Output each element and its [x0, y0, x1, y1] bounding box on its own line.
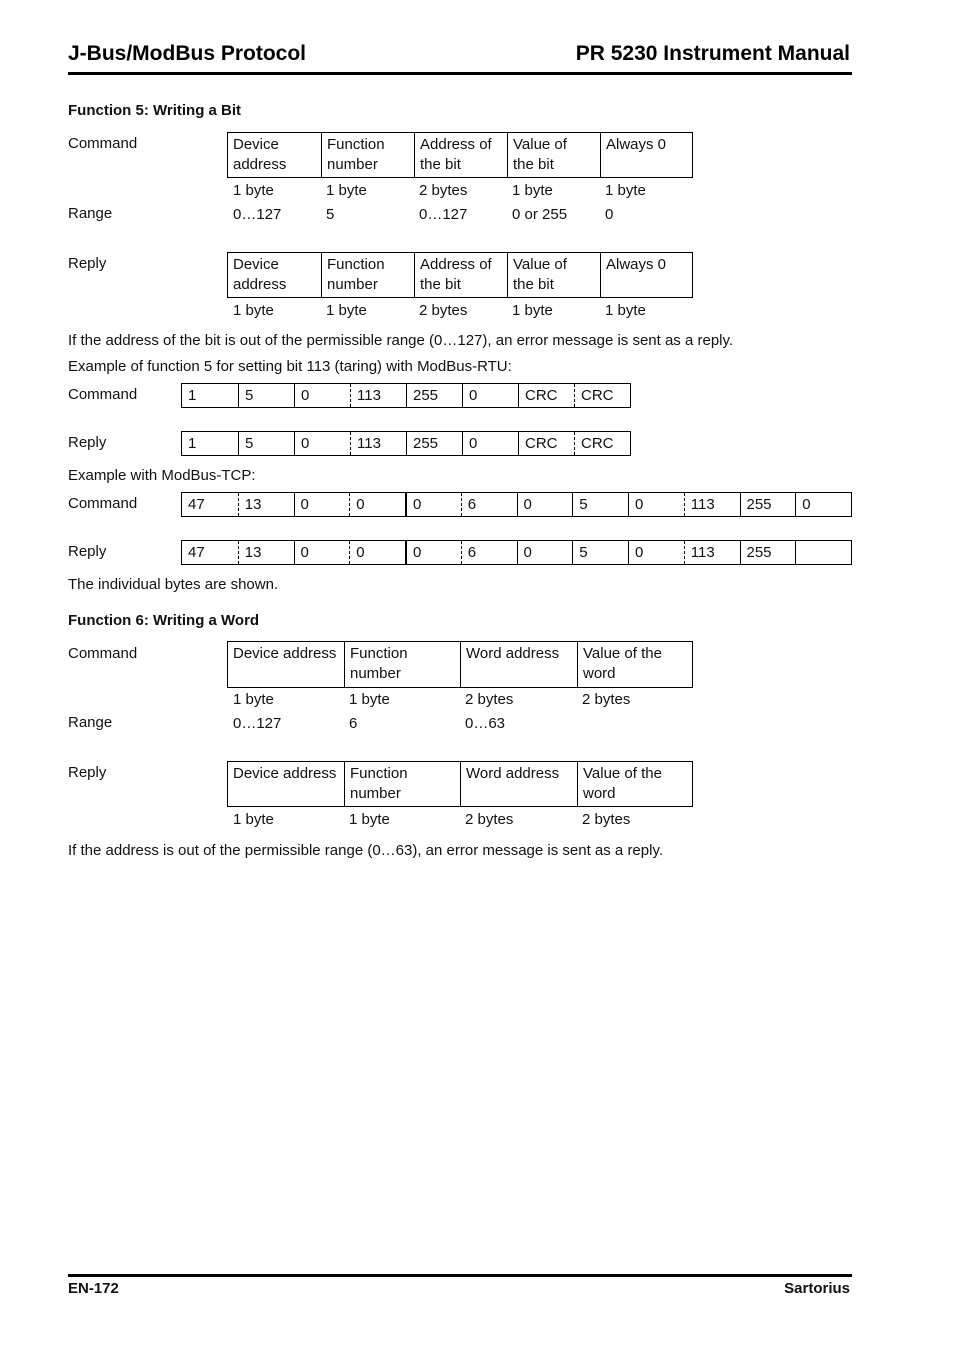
- size-cell: 1 byte: [233, 691, 274, 708]
- f5-reply-field: Device address: [233, 256, 287, 293]
- byte-cell: 255: [740, 541, 796, 564]
- f5-rtu-example-text: Example of function 5 for setting bit 113 (taring) with ModBus-RTU:: [68, 358, 512, 375]
- page-number: EN-172: [68, 1280, 119, 1297]
- byte-cell: 0: [294, 493, 350, 516]
- byte-cell: 113: [684, 493, 740, 516]
- f5-reply-sizes: [228, 301, 693, 321]
- f5-reply-field: Address of the bit: [414, 253, 507, 297]
- f6-cmd-field: Device address: [233, 645, 337, 662]
- size-cell: 2 bytes: [419, 302, 468, 319]
- header-rule: [68, 72, 852, 75]
- byte-cell: [795, 541, 851, 564]
- size-cell: 2 bytes: [582, 811, 631, 828]
- company-name: Sartorius: [784, 1280, 850, 1297]
- byte-cell: 0: [294, 432, 350, 455]
- byte-cell: 0: [294, 384, 350, 407]
- f5-command-label: Command: [68, 135, 138, 152]
- f5-reply-label: Reply: [68, 255, 107, 272]
- size-cell: 1 byte: [233, 302, 274, 319]
- byte-cell: 0: [517, 541, 573, 564]
- tcp-reply-label: Reply: [68, 543, 107, 560]
- byte-cell: 0: [349, 493, 405, 516]
- f5-cmd-field: Address of the bit: [414, 133, 507, 177]
- f5-range-label: Range: [68, 205, 113, 222]
- byte-cell: 113: [684, 541, 740, 564]
- size-cell: 1 byte: [605, 182, 646, 199]
- f5-command-frame: [227, 132, 693, 178]
- rtu-reply-bytes: [181, 431, 631, 456]
- f6-cmd-field: Function number: [344, 642, 460, 687]
- tcp-reply-bytes: [181, 540, 852, 565]
- byte-cell: 1: [188, 435, 197, 452]
- size-cell: 1 byte: [326, 182, 367, 199]
- f6-cmd-field: Word address: [460, 642, 577, 687]
- f5-reply-field: Always 0: [600, 253, 692, 297]
- size-cell: 1 byte: [605, 302, 646, 319]
- header-title-right: PR 5230 Instrument Manual: [575, 42, 850, 65]
- byte-cell: 255: [406, 384, 462, 407]
- f6-reply-field: Word address: [460, 762, 577, 806]
- f6-error-note: If the address is out of the permissible range (0…63), an error message is sent as a reply.: [68, 842, 664, 859]
- f5-cmd-field: Device address: [233, 136, 287, 173]
- f5-reply-field: Function number: [321, 253, 414, 297]
- f6-cmd-sizes: [228, 690, 693, 710]
- byte-cell: 5: [572, 541, 628, 564]
- byte-cell: 0: [349, 541, 405, 564]
- f5-cmd-sizes: [228, 181, 693, 201]
- size-cell: 2 bytes: [582, 691, 631, 708]
- byte-cell: 113: [350, 384, 406, 407]
- f5-reply-frame: [227, 252, 693, 298]
- f6-reply-field: Value of the word: [577, 762, 692, 806]
- byte-cell: 6: [461, 493, 517, 516]
- byte-cell: CRC: [518, 432, 574, 455]
- size-cell: 2 bytes: [465, 811, 514, 828]
- byte-cell: 47: [188, 496, 205, 513]
- f5-cmd-field: Function number: [321, 133, 414, 177]
- byte-cell: 5: [238, 432, 294, 455]
- f6-range-label: Range: [68, 714, 113, 731]
- tcp-command-bytes: [181, 492, 852, 517]
- range-cell: 0 or 255: [512, 206, 568, 223]
- bytes-note: The individual bytes are shown.: [68, 576, 279, 593]
- byte-cell: CRC: [574, 384, 630, 407]
- range-cell: 0: [605, 206, 614, 223]
- f6-reply-label: Reply: [68, 764, 107, 781]
- byte-cell: 13: [238, 541, 294, 564]
- byte-cell: 0: [462, 384, 518, 407]
- byte-cell: 113: [350, 432, 406, 455]
- byte-cell: 0: [795, 493, 851, 516]
- range-cell: 0…127: [233, 715, 282, 732]
- byte-cell: 5: [572, 493, 628, 516]
- range-cell: 0…127: [233, 206, 282, 223]
- f5-cmd-field: Always 0: [600, 133, 692, 177]
- range-cell: 5: [326, 206, 335, 223]
- f5-cmd-field: Value of the bit: [507, 133, 600, 177]
- range-cell: 0…127: [419, 206, 468, 223]
- byte-cell: 47: [188, 544, 205, 561]
- size-cell: 1 byte: [512, 302, 553, 319]
- size-cell: 1 byte: [512, 182, 553, 199]
- f5-heading: Function 5: Writing a Bit: [68, 102, 242, 119]
- byte-cell: 255: [406, 432, 462, 455]
- range-cell: 6: [349, 715, 358, 732]
- rtu-reply-label: Reply: [68, 434, 107, 451]
- f5-error-note: If the address of the bit is out of the permissible range (0…127), an error message is sent as a reply.: [68, 332, 734, 349]
- byte-cell: 255: [740, 493, 796, 516]
- size-cell: 1 byte: [233, 182, 274, 199]
- size-cell: 1 byte: [349, 811, 390, 828]
- size-cell: 2 bytes: [465, 691, 514, 708]
- f6-command-label: Command: [68, 645, 138, 662]
- header-title-left: J-Bus/ModBus Protocol: [68, 42, 307, 65]
- f6-reply-field: Device address: [233, 765, 337, 782]
- f5-tcp-example-text: Example with ModBus-TCP:: [68, 467, 256, 484]
- byte-cell: CRC: [518, 384, 574, 407]
- byte-cell: 0: [405, 541, 461, 564]
- rtu-command-label: Command: [68, 386, 138, 403]
- size-cell: 1 byte: [349, 691, 390, 708]
- f6-command-frame: [227, 641, 693, 688]
- byte-cell: 13: [238, 493, 294, 516]
- f5-reply-field: Value of the bit: [507, 253, 600, 297]
- f6-reply-field: Function number: [344, 762, 460, 806]
- range-cell: 0…63: [465, 715, 506, 732]
- f6-ranges: [228, 714, 693, 734]
- byte-cell: 0: [628, 493, 684, 516]
- f6-reply-frame: [227, 761, 693, 807]
- f5-ranges: [228, 205, 693, 225]
- byte-cell: 1: [188, 387, 197, 404]
- f6-cmd-field: Value of the word: [577, 642, 692, 687]
- size-cell: 1 byte: [233, 811, 274, 828]
- byte-cell: 0: [517, 493, 573, 516]
- f6-reply-sizes: [228, 810, 693, 830]
- byte-cell: 0: [405, 493, 461, 516]
- byte-cell: 0: [462, 432, 518, 455]
- range-cell: [577, 714, 693, 734]
- f6-heading: Function 6: Writing a Word: [68, 612, 260, 629]
- footer-rule: [68, 1274, 852, 1277]
- byte-cell: CRC: [574, 432, 630, 455]
- byte-cell: 5: [238, 384, 294, 407]
- rtu-command-bytes: [181, 383, 631, 408]
- byte-cell: 0: [294, 541, 350, 564]
- tcp-command-label: Command: [68, 495, 138, 512]
- size-cell: 2 bytes: [419, 182, 468, 199]
- byte-cell: 0: [628, 541, 684, 564]
- size-cell: 1 byte: [326, 302, 367, 319]
- byte-cell: 6: [461, 541, 517, 564]
